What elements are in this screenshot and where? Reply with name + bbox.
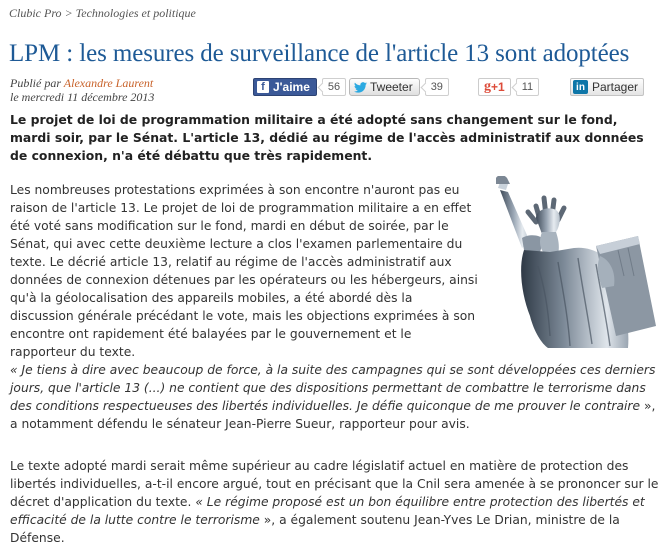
tweet-label: Tweeter (370, 80, 413, 94)
linkedin-icon: in (573, 80, 588, 94)
facebook-share (253, 78, 346, 96)
author-link[interactable]: Alexandre Laurent (63, 76, 154, 90)
breadcrumb (9, 6, 196, 21)
paragraph-2-tail: », a notamment défendu le sénateur Jean-Pierre Sueur, rapporteur pour avis. (10, 399, 656, 431)
twitter-icon (354, 82, 367, 93)
facebook-icon: f (257, 81, 269, 93)
facebook-like-button[interactable] (253, 78, 317, 96)
twitter-share (349, 78, 449, 96)
linkedin-share (570, 78, 644, 96)
quote-sueur: « Je tiens à dire avec beaucoup de force, à la suite des campagnes qui se sont développées ces derniers jours, que l'article 13 (...) ne contient que des dispositions permettant de combattre le terrorisme dans des conditions respectueuses des libertés individuelles. Je défie quiconque de me prouver le contraire (10, 363, 656, 413)
publish-date: le mercredi 11 décembre 2013 (10, 90, 155, 104)
paragraph-3-tail: », a également soutenu Jean-Yves Le Drian, ministre de la Défense. (10, 513, 620, 545)
article-paragraph-1: Les nombreuses protestations exprimées à son encontre n'auront pas eu raison de l'article 13. Le projet de loi de programmation militaire a en effet été voté sans modification sur le fond, mardi en début de soirée, par le Sénat, qui avec cette deuxième lecture a clos l'examen parlementaire du texte. Le décrié article 13, relatif au régime de l'accès administratif aux données de connexion détenues par les opérateurs ou les hébergeurs, ainsi qu'à la géolocalisation des appareils mobiles, a été abordé dès la discussion générale précédant le vote, mais les objections exprimées à son encontre ont rapidement été balayées par le gouvernement et le rapporteur du texte. (10, 183, 478, 359)
google-plus-share (478, 78, 539, 96)
breadcrumb-link-clubic-pro[interactable]: Clubic Pro (9, 6, 62, 20)
article-meta (10, 76, 154, 104)
article-paragraph-2 (10, 361, 660, 433)
google-plus-button[interactable] (478, 78, 511, 96)
google-plus-icon: g (484, 79, 491, 94)
article-lead: Le projet de loi de programmation militaire a été adopté sans changement sur le fond, mardi soir, par le Sénat. L'article 13, dédié au régime de l'accès administratif aux données de connexion, n'a été débattu que très rapidement. (10, 112, 644, 163)
paragraph-3-head: Le texte adopté mardi serait même supérieur au cadre législatif actuel en matière de protection des libertés individuelles, a-t-il encore argué, tout en précisant que la Cnil sera amenée à se prononcer sur le décret d'application du texte. (10, 459, 659, 509)
published-prefix: Publié par (10, 76, 61, 90)
statue-of-liberty-image (478, 176, 658, 348)
google-plus-label: +1 (491, 80, 505, 94)
article-paragraph-3 (10, 457, 660, 547)
google-plus-count: 11 (516, 78, 539, 96)
facebook-like-label: J'aime (273, 80, 310, 94)
article-title: LPM : les mesures de surveillance de l'article 13 sont adoptées (9, 40, 630, 67)
facebook-count: 56 (322, 78, 346, 96)
breadcrumb-separator: > (64, 6, 73, 20)
twitter-count: 39 (425, 78, 449, 96)
breadcrumb-link-technologies[interactable]: Technologies et politique (75, 6, 196, 20)
linkedin-share-button[interactable] (570, 78, 644, 96)
quote-le-drian: « Le régime proposé est un bon équilibre entre protection des libertés et efficacité de la lutte contre le terrorisme (10, 495, 645, 527)
linkedin-share-label: Partager (592, 80, 639, 94)
tweet-button[interactable] (349, 78, 420, 96)
